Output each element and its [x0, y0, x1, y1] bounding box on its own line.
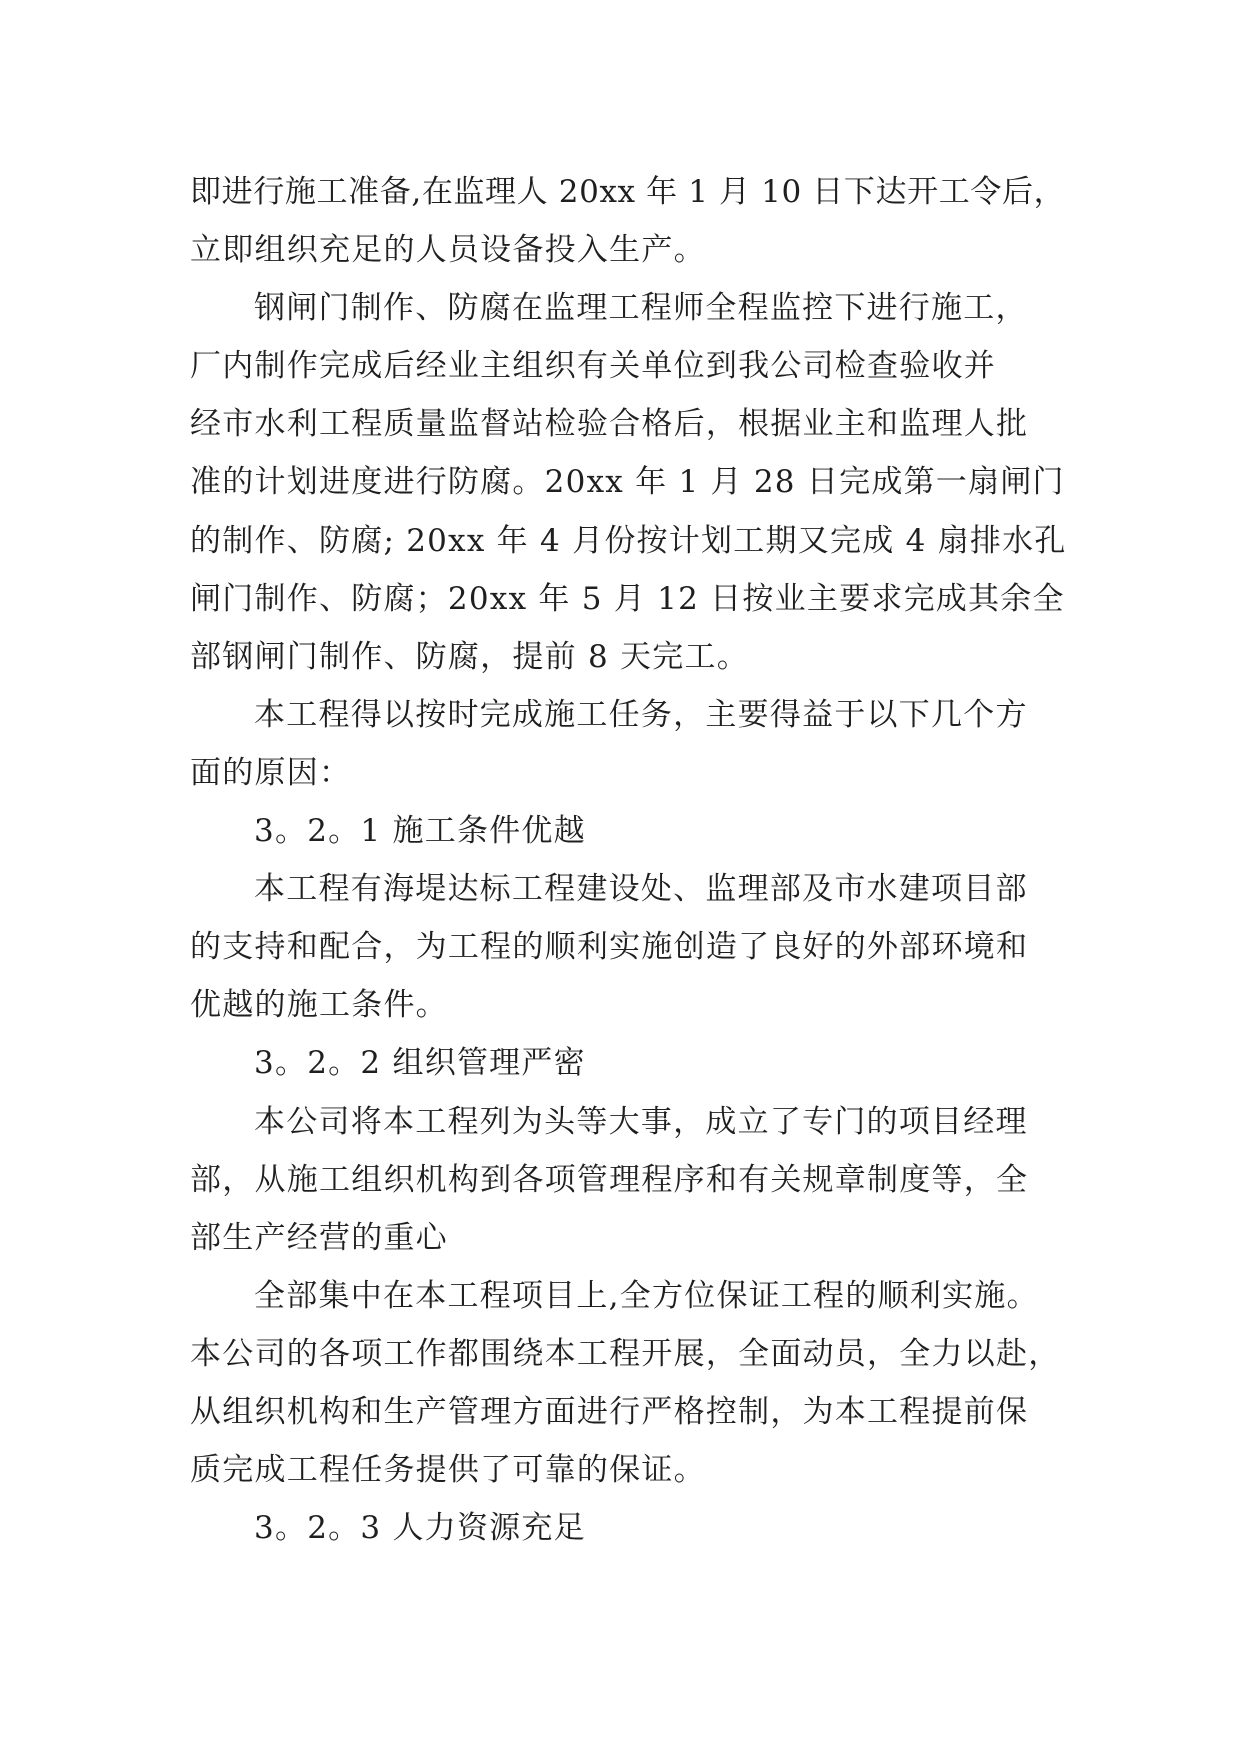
body-text	[190, 163, 1070, 1557]
text-line: 立即组织充足的人员设备投入生产。	[190, 232, 706, 269]
text-line: 准的计划进度进行防腐。20xx 年 1 月 28 日完成第一扇闸门	[190, 464, 1065, 501]
text-line: 本公司的各项工作都围绕本工程开展，全面动员，全力以赴，	[190, 1335, 1061, 1372]
text-line: 部生产经营的重心	[190, 1219, 448, 1256]
text-line: 的制作、防腐; 20xx 年 4 月份按计划工期又完成 4 扇排水孔	[190, 522, 1067, 559]
text-line: 优越的施工条件。	[190, 987, 448, 1024]
text-line: 本公司将本工程列为头等大事，成立了专门的项目经理	[254, 1103, 1028, 1140]
text-line: 3。2。2 组织管理严密	[254, 1045, 586, 1082]
text-line: 本工程有海堤达标工程建设处、监理部及市水建项目部	[254, 871, 1028, 908]
text-line: 质完成工程任务提供了可靠的保证。	[190, 1452, 706, 1489]
text-line: 3。2。1 施工条件优越	[254, 813, 586, 850]
text-line: 从组织机构和生产管理方面进行严格控制，为本工程提前保	[190, 1393, 1029, 1430]
text-line: 钢闸门制作、防腐在监理工程师全程监控下进行施工，	[254, 290, 1028, 327]
text-line: 经市水利工程质量监督站检验合格后，根据业主和监理人批	[190, 406, 1029, 443]
text-line: 的支持和配合，为工程的顺利实施创造了良好的外部环境和	[190, 929, 1029, 966]
text-line: 闸门制作、防腐；20xx 年 5 月 12 日按业主要求完成其余全	[190, 580, 1065, 617]
text-line: 部钢闸门制作、防腐，提前 8 天完工。	[190, 638, 749, 675]
text-line: 全部集中在本工程项目上,全方位保证工程的顺利实施。	[254, 1277, 1039, 1314]
text-line: 面的原因：	[190, 754, 352, 791]
text-line: 厂内制作完成后经业主组织有关单位到我公司检查验收并	[190, 348, 996, 385]
text-line: 本工程得以按时完成施工任务，主要得益于以下几个方	[254, 696, 1028, 733]
text-line: 部，从施工组织机构到各项管理程序和有关规章制度等，全	[190, 1161, 1029, 1198]
text-line: 即进行施工准备,在监理人 20xx 年 1 月 10 日下达开工令后，	[190, 174, 1066, 210]
text-line: 3。2。3 人力资源充足	[254, 1510, 586, 1547]
